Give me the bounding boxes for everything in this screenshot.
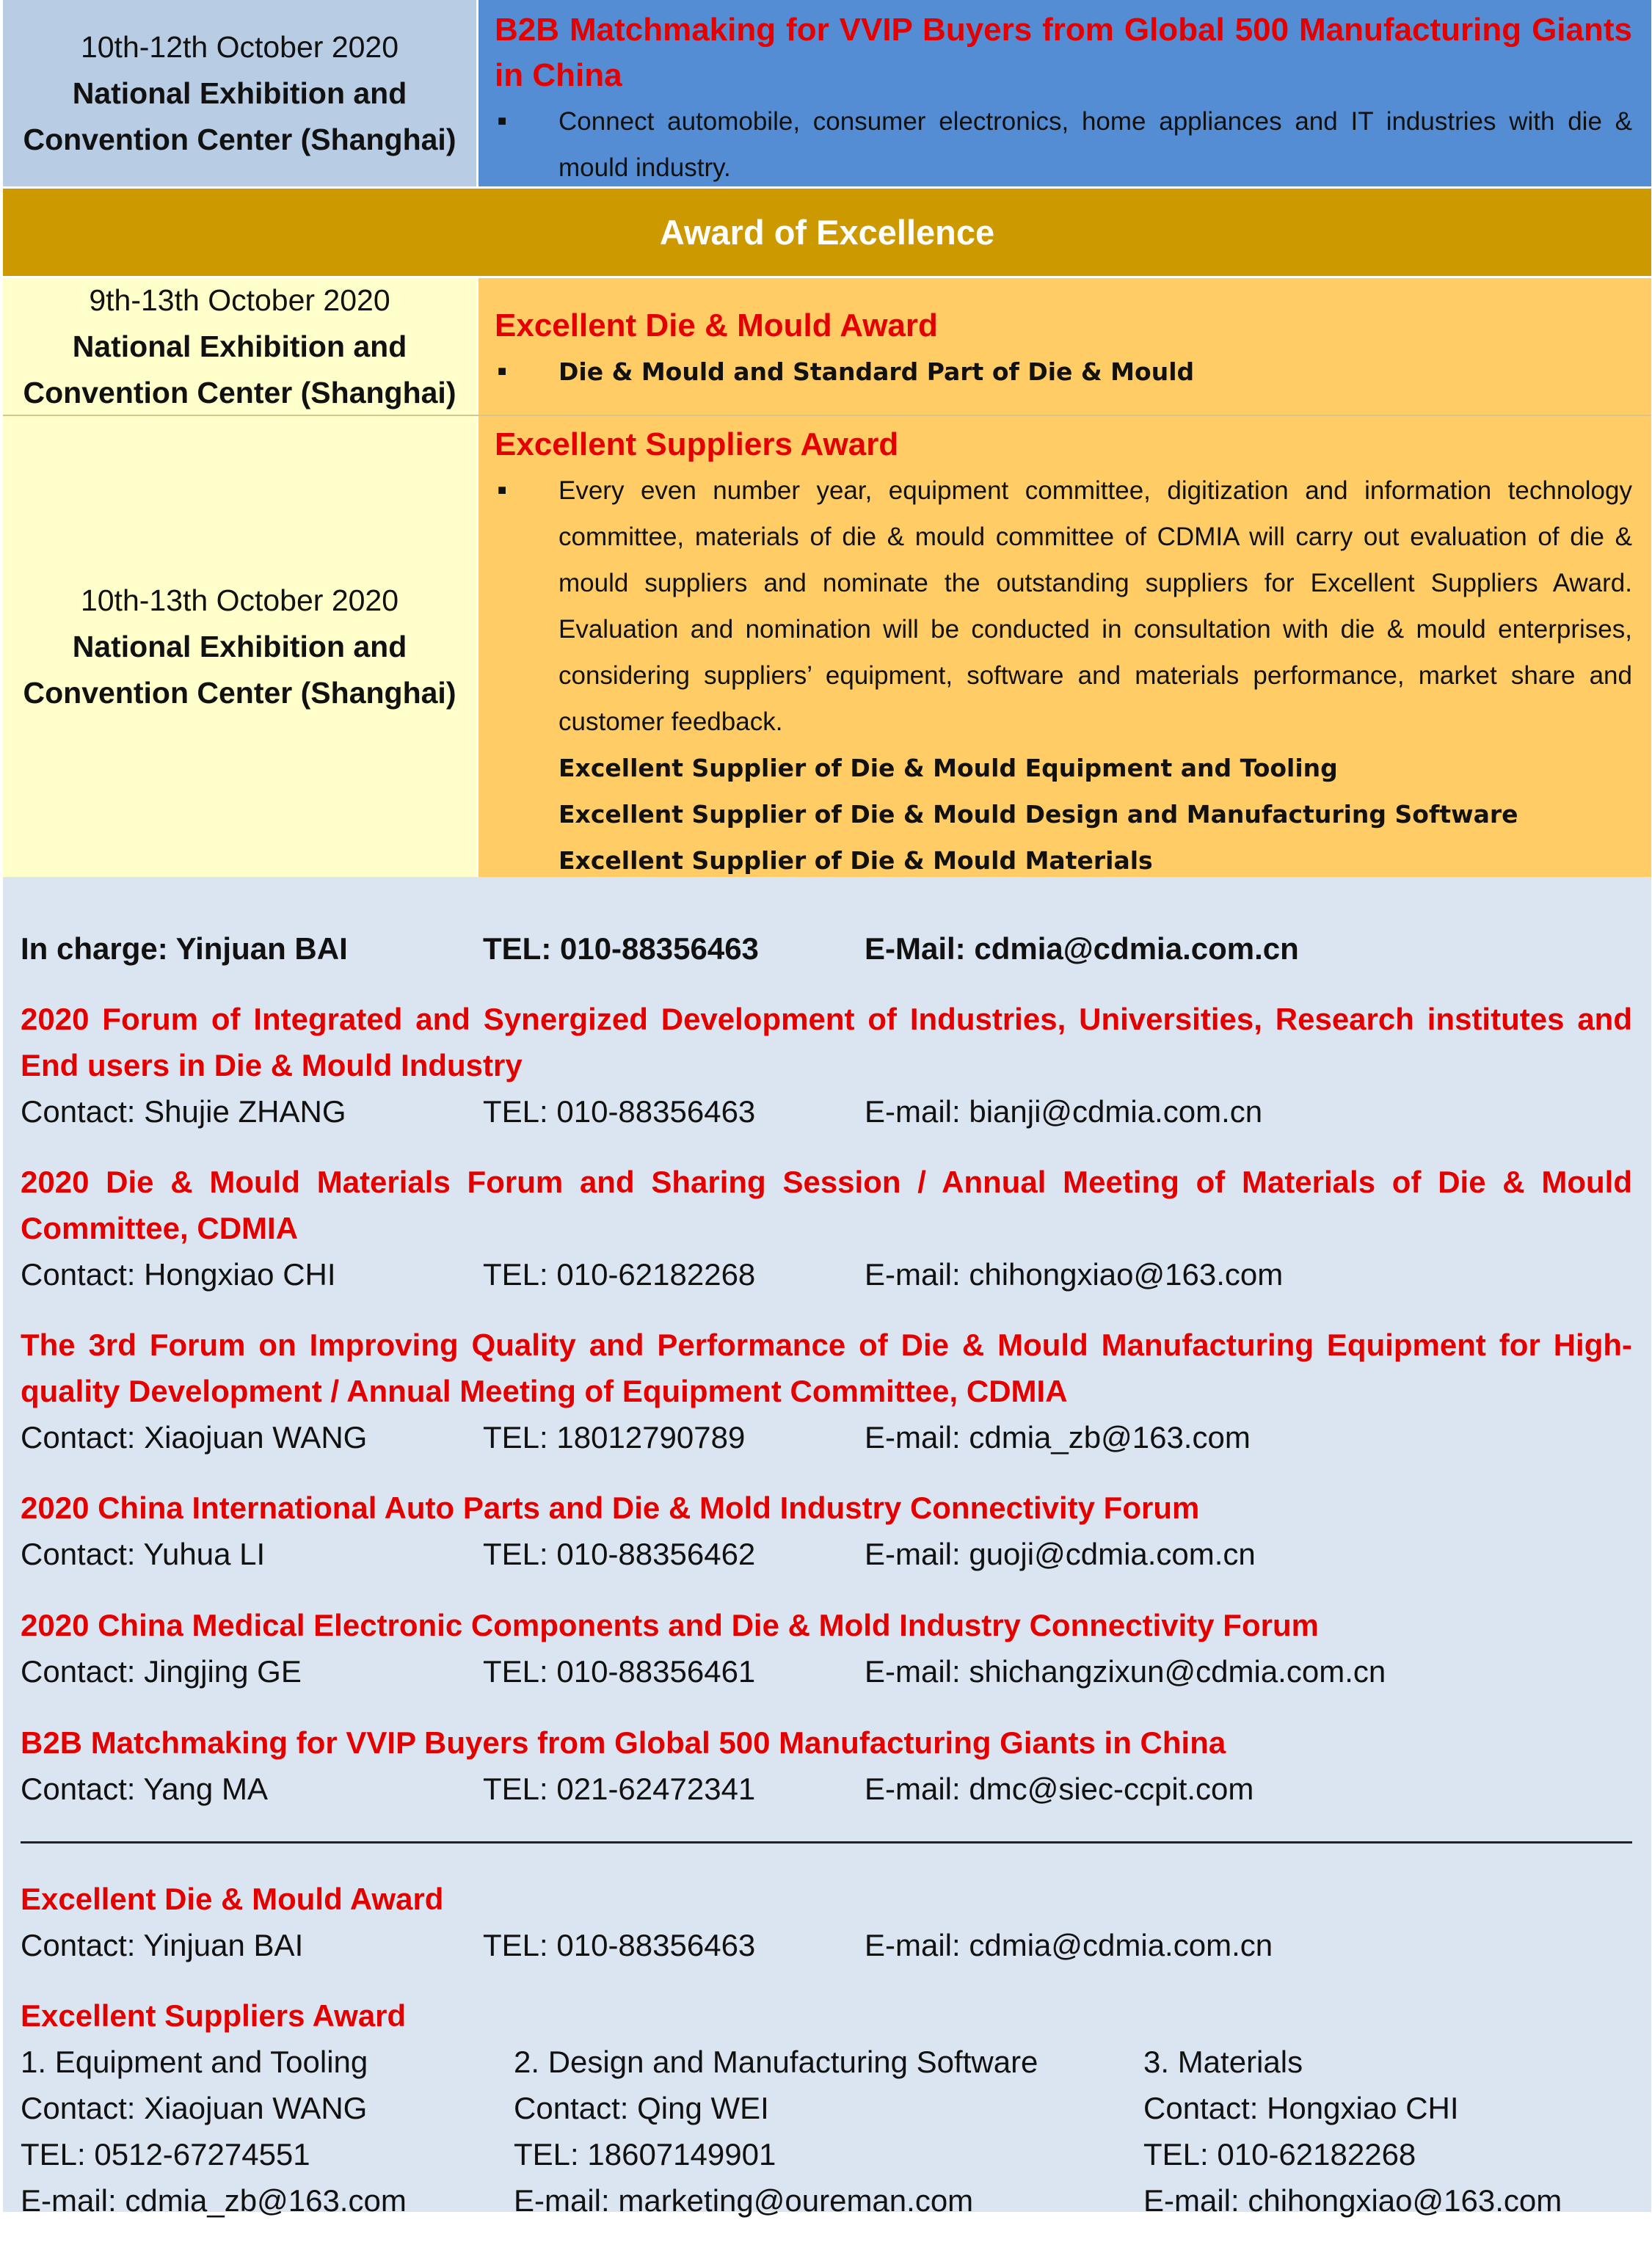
supplier-contact-tel: TEL: 0512-67274551 xyxy=(21,2137,310,2172)
supplier-venue-line2: Convention Center (Shanghai) xyxy=(23,675,456,710)
forum-email: E-mail: cdmia_zb@163.com xyxy=(865,1420,1251,1455)
forum-contact: Contact: Shujie ZHANG xyxy=(21,1094,346,1129)
forum-title: 2020 China International Auto Parts and Die & Mold Industry Connectivity Forum xyxy=(21,1490,1200,1525)
forum-contact-line xyxy=(21,1251,1632,1297)
forum-tel: TEL: 021-62472341 xyxy=(483,1772,756,1806)
forum-email: E-mail: shichangzixun@cdmia.com.cn xyxy=(865,1654,1386,1689)
supplier-contact-column xyxy=(21,2039,514,2224)
b2b-bullet-text: Connect automobile, consumer electronics, home appliances and IT industries with die & mould industry. xyxy=(558,107,1632,182)
supplier-contact-email: E-mail: marketing@oureman.com xyxy=(514,2183,974,2218)
supplier-category: 2. Design and Manufacturing Software xyxy=(514,2045,1038,2079)
forum-contact-line xyxy=(21,1088,1632,1135)
forum-tel: TEL: 010-62182268 xyxy=(483,1257,756,1292)
supplier-date: 10th-13th October 2020 xyxy=(80,583,399,617)
forum-email: E-mail: bianji@cdmia.com.cn xyxy=(865,1094,1263,1129)
b2b-date: 10th-12th October 2020 xyxy=(80,29,399,64)
supplier-award-contact-title: Excellent Suppliers Award xyxy=(21,1998,407,2033)
forum-entry xyxy=(21,1159,1632,1297)
supplier-award-contact xyxy=(21,1992,1632,2224)
forum-contact-line xyxy=(21,1766,1632,1812)
square-bullet-icon: ■ xyxy=(498,482,507,498)
in-charge-tel: TEL: 010-88356463 xyxy=(483,931,759,966)
b2b-date-venue-cell xyxy=(3,0,479,186)
forum-entry xyxy=(21,1719,1632,1812)
supplier-date-venue-cell xyxy=(3,416,479,877)
die-date: 9th-13th October 2020 xyxy=(89,283,390,317)
b2b-description-cell xyxy=(479,0,1651,186)
forum-contact: Contact: Yuhua LI xyxy=(21,1537,266,1571)
die-award-contact xyxy=(21,1876,1632,1968)
in-charge-email: E-Mail: cdmia@cdmia.com.cn xyxy=(865,931,1299,966)
b2b-venue-line1: National Exhibition and xyxy=(72,76,407,110)
supplier-contact-email: E-mail: chihongxiao@163.com xyxy=(1143,2183,1562,2218)
divider xyxy=(21,1841,1632,1843)
die-date-venue-cell xyxy=(3,278,479,415)
supplier-contact-name: Contact: Qing WEI xyxy=(514,2091,769,2125)
forum-contact: Contact: Hongxiao CHI xyxy=(21,1257,336,1292)
supplier-contact-email: E-mail: cdmia_zb@163.com xyxy=(21,2183,407,2218)
die-award-title: Excellent Die & Mould Award xyxy=(495,307,938,343)
forum-contact-line xyxy=(21,1414,1632,1460)
supplier-bullet-text: Every even number year, equipment committee, digitization and information technology committee, materials of die & mould committee of CDMIA will carry out evaluation of die & mould suppliers and nominate the outstanding suppliers for Excellent Suppliers Award. Evaluation and nomination will be conducted in consultation with die & mould enterprises, considering suppliers’ equipment, software and materials performance, market share and customer feedback. xyxy=(558,476,1632,736)
supplier-contact-column xyxy=(1143,2039,1632,2224)
forum-entry xyxy=(21,1322,1632,1460)
die-bullet-text: Die & Mould and Standard Part of Die & Mould xyxy=(558,357,1195,386)
supplier-award-row xyxy=(3,416,1651,877)
supplier-contact-tel: TEL: 18607149901 xyxy=(514,2137,776,2172)
forum-contact-line xyxy=(21,1531,1632,1577)
forum-entry xyxy=(21,1602,1632,1695)
die-description-cell xyxy=(479,278,1651,415)
supplier-contact-tel: TEL: 010-62182268 xyxy=(1143,2137,1416,2172)
supplier-description-cell xyxy=(479,416,1651,877)
supplier-item: Excellent Supplier of Die & Mould Equipment and Tooling xyxy=(558,754,1338,782)
supplier-item: Excellent Supplier of Die & Mould Design and Manufacturing Software xyxy=(558,800,1518,829)
forum-tel: TEL: 010-88356462 xyxy=(483,1537,756,1571)
document-page xyxy=(3,0,1651,2218)
supplier-award-title: Excellent Suppliers Award xyxy=(495,426,899,462)
die-venue-line2: Convention Center (Shanghai) xyxy=(23,375,456,410)
b2b-venue-line2: Convention Center (Shanghai) xyxy=(23,122,456,156)
forum-contact-line xyxy=(21,1648,1632,1695)
b2b-row xyxy=(3,0,1651,189)
forum-tel: TEL: 010-88356461 xyxy=(483,1654,756,1689)
supplier-venue-line1: National Exhibition and xyxy=(72,629,407,663)
die-award-row xyxy=(3,278,1651,416)
supplier-contact-column xyxy=(514,2039,1143,2224)
square-bullet-icon: ■ xyxy=(498,113,507,129)
forum-title: 2020 Forum of Integrated and Synergized Development of Industries, Universities, Research institutes and End users in Die & Mould Industry xyxy=(21,1002,1632,1082)
in-charge-name: In charge: Yinjuan BAI xyxy=(21,931,348,966)
supplier-bullet xyxy=(495,467,1632,745)
die-award-contact-line xyxy=(21,1922,1632,1968)
die-award-contact-tel: TEL: 010-88356463 xyxy=(483,1928,756,1962)
b2b-bullet xyxy=(495,98,1632,191)
supplier-contact-columns xyxy=(21,2039,1632,2224)
forum-contact: Contact: Xiaojuan WANG xyxy=(21,1420,368,1455)
forum-title: 2020 China Medical Electronic Components and Die & Mold Industry Connectivity Forum xyxy=(21,1608,1319,1642)
forum-email: E-mail: dmc@siec-ccpit.com xyxy=(865,1772,1254,1806)
forum-tel: TEL: 18012790789 xyxy=(483,1420,746,1455)
supplier-contact-name: Contact: Xiaojuan WANG xyxy=(21,2091,368,2125)
die-bullet xyxy=(495,349,1632,395)
award-header: Award of Excellence xyxy=(659,213,995,252)
supplier-category: 3. Materials xyxy=(1143,2045,1303,2079)
forum-entry xyxy=(21,996,1632,1135)
b2b-title: B2B Matchmaking for VVIP Buyers from Global 500 Manufacturing Giants in China xyxy=(495,12,1632,93)
supplier-item: Excellent Supplier of Die & Mould Materials xyxy=(558,846,1153,875)
die-award-contact-title: Excellent Die & Mould Award xyxy=(21,1882,444,1916)
forum-title: 2020 Die & Mould Materials Forum and Sharing Session / Annual Meeting of Materials of Die & Mould Committee, CDMIA xyxy=(21,1165,1632,1245)
forum-contact: Contact: Yang MA xyxy=(21,1772,268,1806)
forum-contact: Contact: Jingjing GE xyxy=(21,1654,302,1689)
forum-email: E-mail: chihongxiao@163.com xyxy=(865,1257,1284,1292)
square-bullet-icon: ■ xyxy=(498,363,507,379)
forum-entry xyxy=(21,1485,1632,1577)
award-header-row xyxy=(3,189,1651,278)
die-award-contact-email: E-mail: cdmia@cdmia.com.cn xyxy=(865,1928,1273,1962)
contacts-section xyxy=(3,877,1651,2218)
die-venue-line1: National Exhibition and xyxy=(72,329,407,363)
forum-email: E-mail: guoji@cdmia.com.cn xyxy=(865,1537,1256,1571)
supplier-contact-name: Contact: Hongxiao CHI xyxy=(1143,2091,1459,2125)
forum-title: The 3rd Forum on Improving Quality and Performance of Die & Mould Manufacturing Equipment for High-quality Development / Annual Meeting of Equipment Committee, CDMIA xyxy=(21,1328,1632,1408)
supplier-category: 1. Equipment and Tooling xyxy=(21,2045,368,2079)
forum-tel: TEL: 010-88356463 xyxy=(483,1094,756,1129)
forum-title: B2B Matchmaking for VVIP Buyers from Global 500 Manufacturing Giants in China xyxy=(21,1725,1226,1760)
die-award-contact-name: Contact: Yinjuan BAI xyxy=(21,1928,304,1962)
in-charge-line xyxy=(21,925,1632,972)
